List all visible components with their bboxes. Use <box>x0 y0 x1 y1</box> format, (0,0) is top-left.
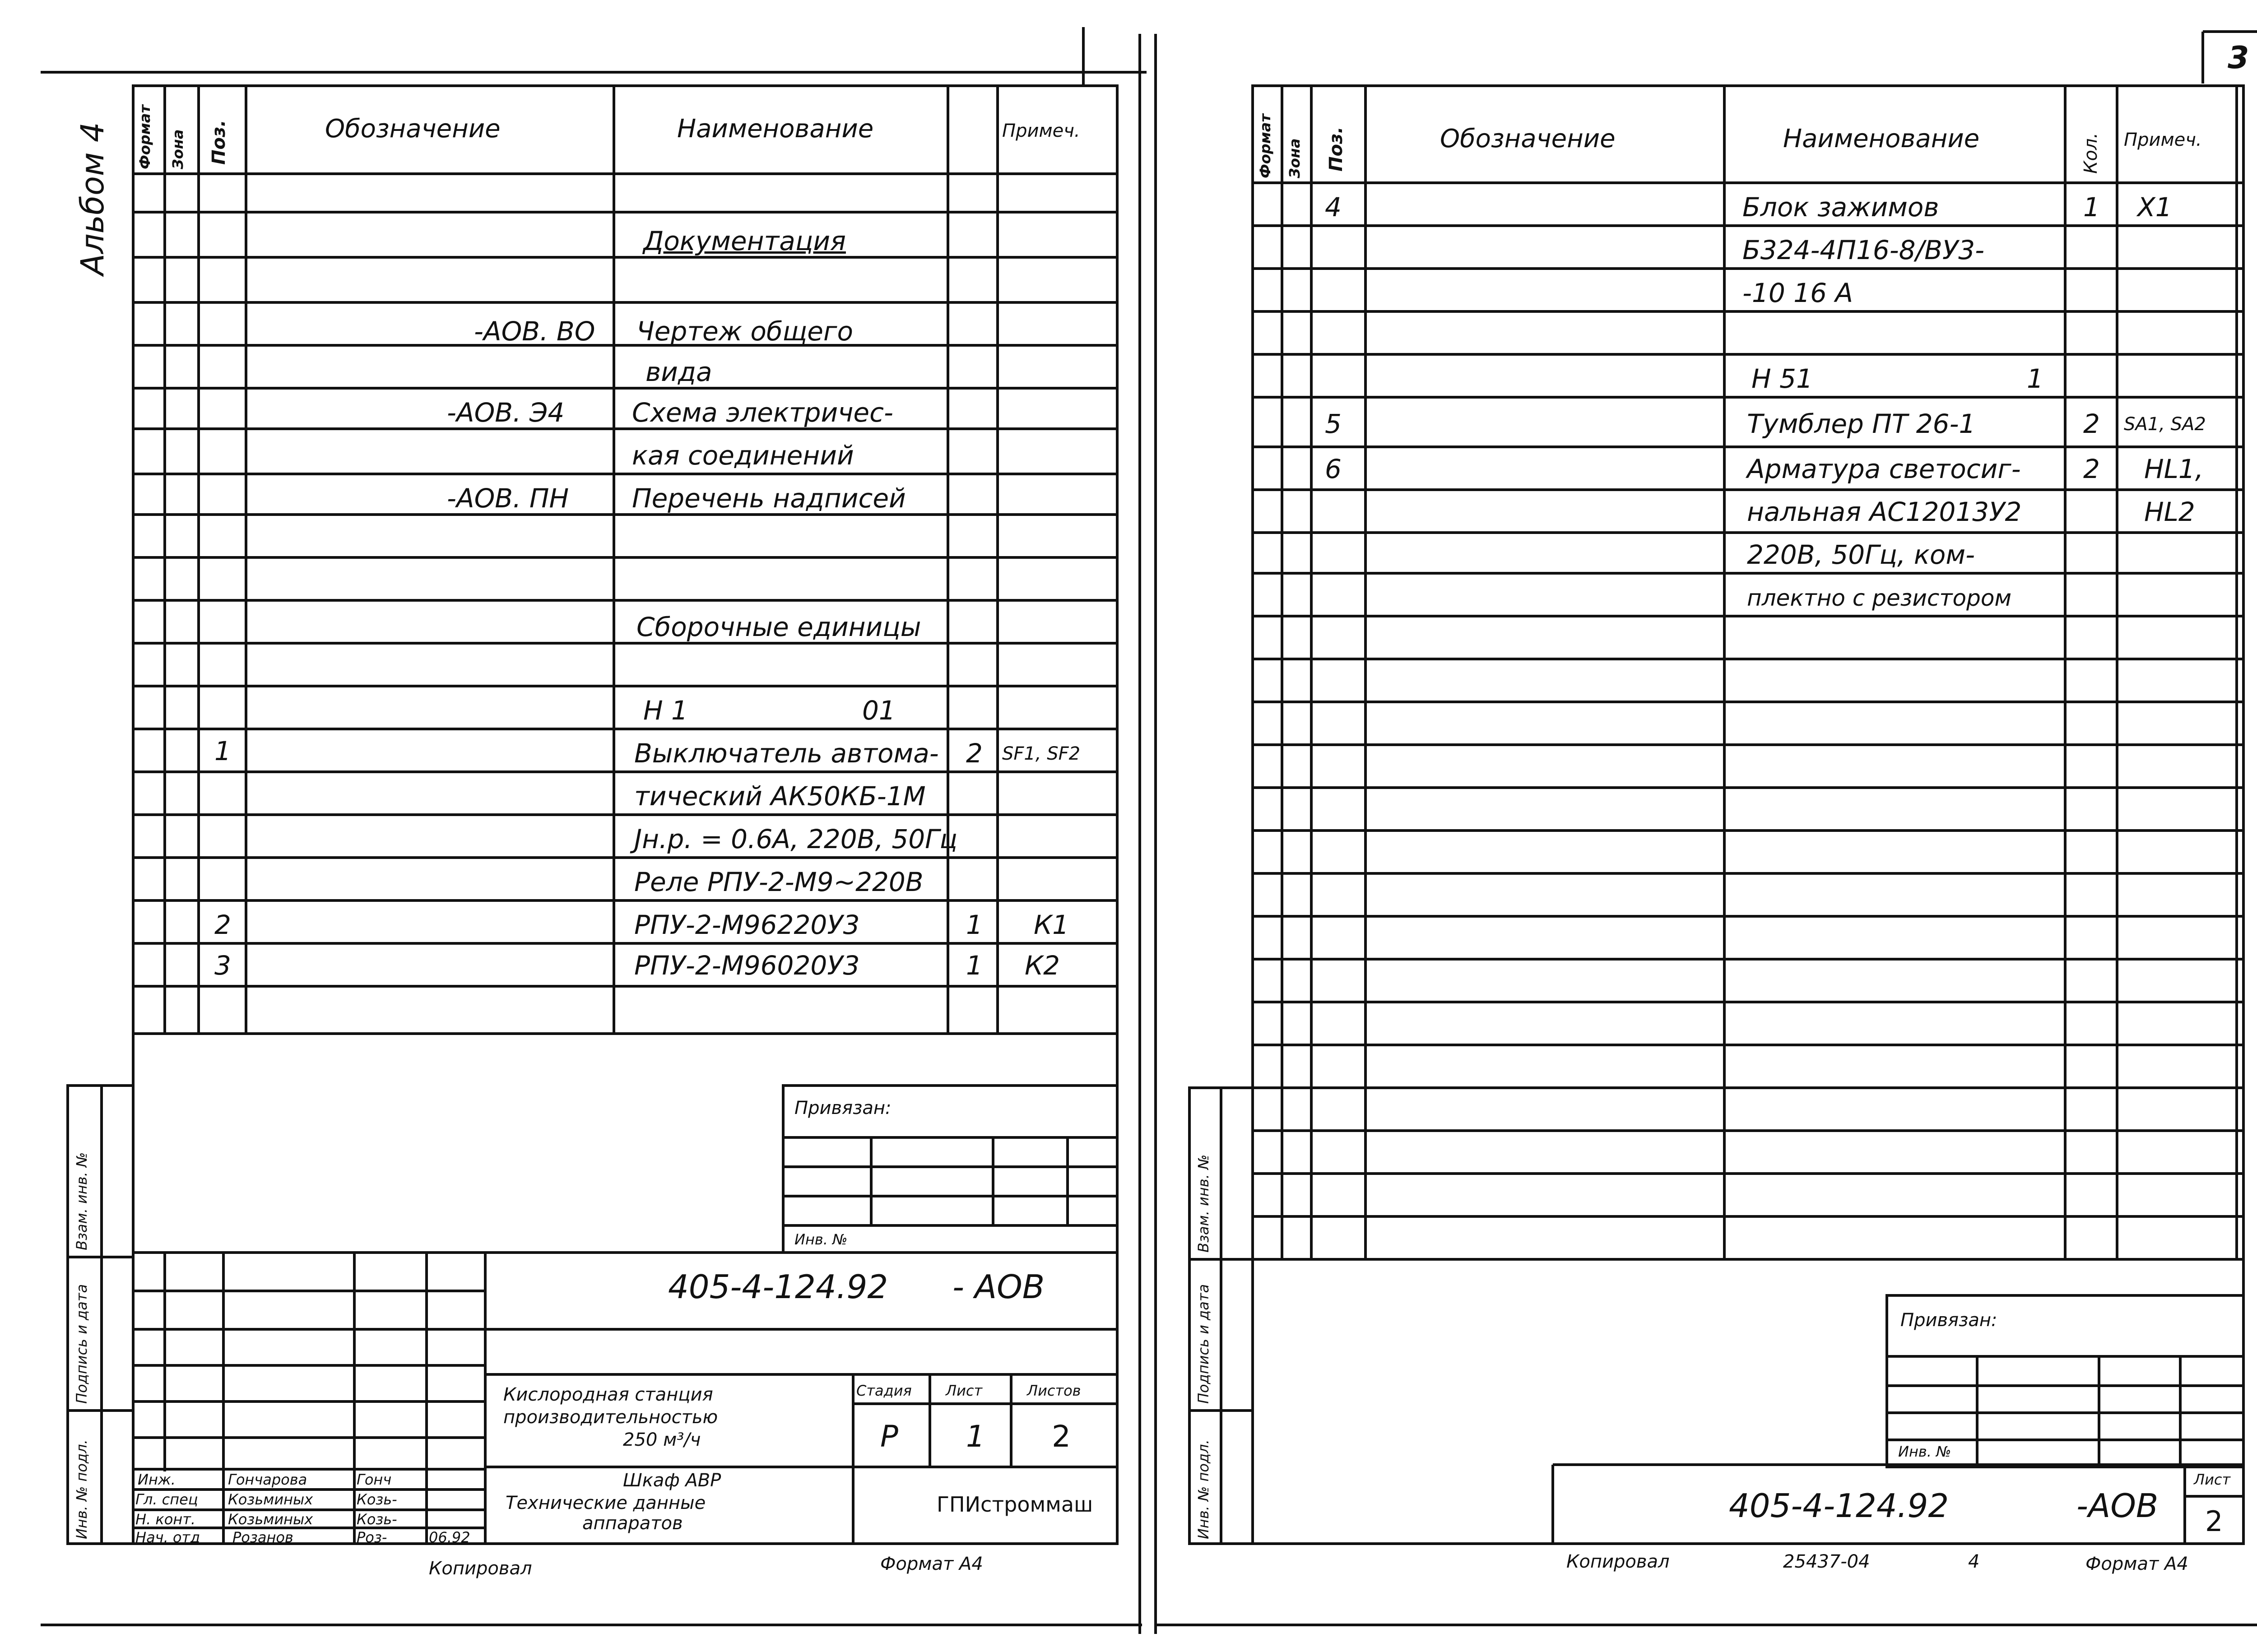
copied-label: Копировал <box>1566 1551 1670 1572</box>
signer-role: Нач. отд <box>135 1529 200 1546</box>
format-label: Формат А4 <box>2085 1554 2188 1574</box>
row-name: нальная АС12013У2 <box>1747 497 2022 527</box>
row-note: SF1, SF2 <box>1002 743 1081 764</box>
copy-number: 25437-04 <box>1783 1551 1870 1572</box>
copy-number-2: 4 <box>1968 1551 1980 1572</box>
row-note: SA1, SA2 <box>2124 414 2206 435</box>
signer-name: Козьминых <box>228 1511 313 1528</box>
header-name: Наименование <box>1783 124 1980 153</box>
header-qty: Кол. <box>2081 132 2101 174</box>
row-qty: 1 <box>2083 192 2100 223</box>
row-pos: 5 <box>1325 408 1342 439</box>
sheets-value: 2 <box>1052 1419 1071 1454</box>
row-qty: 1 <box>966 950 983 981</box>
row-name: вида <box>646 357 712 387</box>
header-note: Примеч. <box>2124 130 2202 150</box>
project-title-line: 250 м³/ч <box>623 1429 701 1450</box>
privyazan-label: Привязан: <box>794 1098 892 1118</box>
sheet-header: Лист <box>2194 1471 2231 1488</box>
header-designation: Обозначение <box>1440 124 1616 153</box>
row-designation: -АОВ. Э4 <box>447 397 565 428</box>
row-name: 220В, 50Гц, ком- <box>1747 539 1975 570</box>
doc-code: 405-4-124.92 <box>668 1268 888 1306</box>
row-note: К2 <box>1025 950 1060 981</box>
row-note: HL2 <box>2144 497 2195 527</box>
signer-date: 06.92 <box>429 1529 470 1546</box>
row-name: тический АК50КБ-1М <box>634 781 926 812</box>
row-qty: 2 <box>966 738 983 769</box>
copied-label: Копировал <box>429 1558 532 1579</box>
album-label: Альбом 4 <box>74 122 111 275</box>
row-qty: 1 <box>966 910 983 940</box>
side-label-podpis: Подпись и дата <box>1195 1284 1212 1404</box>
row-name: Блок зажимов <box>1742 192 1939 223</box>
doc-code: 405-4-124.92 <box>1729 1487 1949 1525</box>
header-zone: Зона <box>1286 138 1303 178</box>
side-label-vzam: Взам. инв. № <box>73 1152 90 1250</box>
project-title-line: производительностью <box>503 1407 718 1428</box>
header-format: Формат <box>136 105 153 169</box>
row-designation: -АОВ. ВО <box>474 316 595 347</box>
row-pos: 2 <box>214 910 231 940</box>
row-note: HL1, <box>2144 454 2204 484</box>
row-pos: 1 <box>214 736 231 766</box>
row-name: Чертеж общего <box>636 316 853 347</box>
header-pos: Поз. <box>1326 126 1347 172</box>
row-name: Выключатель автома- <box>634 738 939 769</box>
side-label-vzam: Взам. инв. № <box>1195 1154 1212 1253</box>
row-note: Х1 <box>2137 192 2172 223</box>
header-zone: Зона <box>169 129 186 169</box>
signer-sign: Козь- <box>357 1491 397 1508</box>
row-pos: 4 <box>1325 192 1342 223</box>
row-name: кая соединений <box>632 440 854 471</box>
row-name: Jн.р. = 0.6А, 220В, 50Гц <box>634 824 957 854</box>
sheet-title-line: Технические данные <box>506 1493 706 1513</box>
format-label: Формат А4 <box>880 1554 983 1574</box>
stage-header: Стадия <box>856 1382 912 1399</box>
side-label-inv-podl: Инв. № подл. <box>73 1439 90 1539</box>
signer-sign: Козь- <box>357 1511 397 1528</box>
signer-sign: Гонч <box>357 1471 392 1488</box>
side-label-podpis: Подпись и дата <box>73 1284 90 1404</box>
signer-role: Инж. <box>138 1471 176 1488</box>
signer-role: Н. конт. <box>135 1511 196 1528</box>
row-name: Сборочные единицы <box>636 612 921 642</box>
row-name: Перечень надписей <box>632 483 906 514</box>
inv-no-label: Инв. № <box>794 1231 848 1248</box>
row-name: Н 1 <box>643 695 688 726</box>
row-designation: -АОВ. ПН <box>447 483 569 514</box>
signer-name: Козьминых <box>228 1491 313 1508</box>
sheet-value: 2 <box>2205 1505 2223 1538</box>
row-pos: 6 <box>1325 454 1342 484</box>
row-name: Б324-4П16-8/ВУ3- <box>1742 235 1985 265</box>
header-designation: Обозначение <box>325 114 501 144</box>
row-name-suffix: 1 <box>2027 363 2043 394</box>
signer-name: Розанов <box>232 1529 293 1546</box>
row-qty: 2 <box>2083 454 2100 484</box>
row-name: РПУ-2-М96020У3 <box>634 950 860 981</box>
row-name: Арматура светосиг- <box>1747 454 2021 484</box>
header-format: Формат <box>1257 114 1274 178</box>
doc-suffix: -АОВ <box>2076 1487 2159 1525</box>
row-name-suffix: 01 <box>862 695 896 726</box>
inv-no-label: Инв. № <box>1898 1443 1951 1460</box>
sheet-title-line: аппаратов <box>582 1513 683 1534</box>
org-name: ГПИстроммаш <box>937 1492 1093 1517</box>
sheet-value: 1 <box>966 1419 985 1454</box>
page-number: 3 <box>2228 40 2249 76</box>
row-name: -10 16 А <box>1742 278 1853 308</box>
privyazan-label: Привязан: <box>1900 1310 1997 1331</box>
signer-role: Гл. спец <box>135 1491 198 1508</box>
row-name: Документация <box>643 226 846 256</box>
stage-value: Р <box>880 1419 898 1454</box>
row-name: Н 51 <box>1751 363 1813 394</box>
project-title-line: Кислородная станция <box>503 1384 713 1405</box>
header-pos: Поз. <box>209 120 229 165</box>
row-name: плектно с резистором <box>1747 585 2012 611</box>
row-name: Тумблер ПТ 26-1 <box>1747 408 1976 439</box>
row-pos: 3 <box>214 950 231 981</box>
doc-suffix: - АОВ <box>952 1268 1045 1306</box>
row-name: РПУ-2-М96220У3 <box>634 910 860 940</box>
row-note: К1 <box>1034 910 1069 940</box>
signer-name: Гончарова <box>228 1471 307 1488</box>
row-qty: 2 <box>2083 408 2100 439</box>
row-name: Схема электричес- <box>632 397 893 428</box>
side-label-inv-podl: Инв. № подл. <box>1195 1439 1212 1539</box>
signer-sign: Роз- <box>357 1529 387 1546</box>
sheet-header: Лист <box>946 1382 983 1399</box>
header-note: Примеч. <box>1002 121 1080 141</box>
sheets-header: Листов <box>1027 1382 1081 1399</box>
sheet-title-line: Шкаф АВР <box>623 1470 721 1491</box>
row-name: Реле РПУ-2-М9~220В <box>634 867 924 897</box>
header-name: Наименование <box>677 114 874 144</box>
